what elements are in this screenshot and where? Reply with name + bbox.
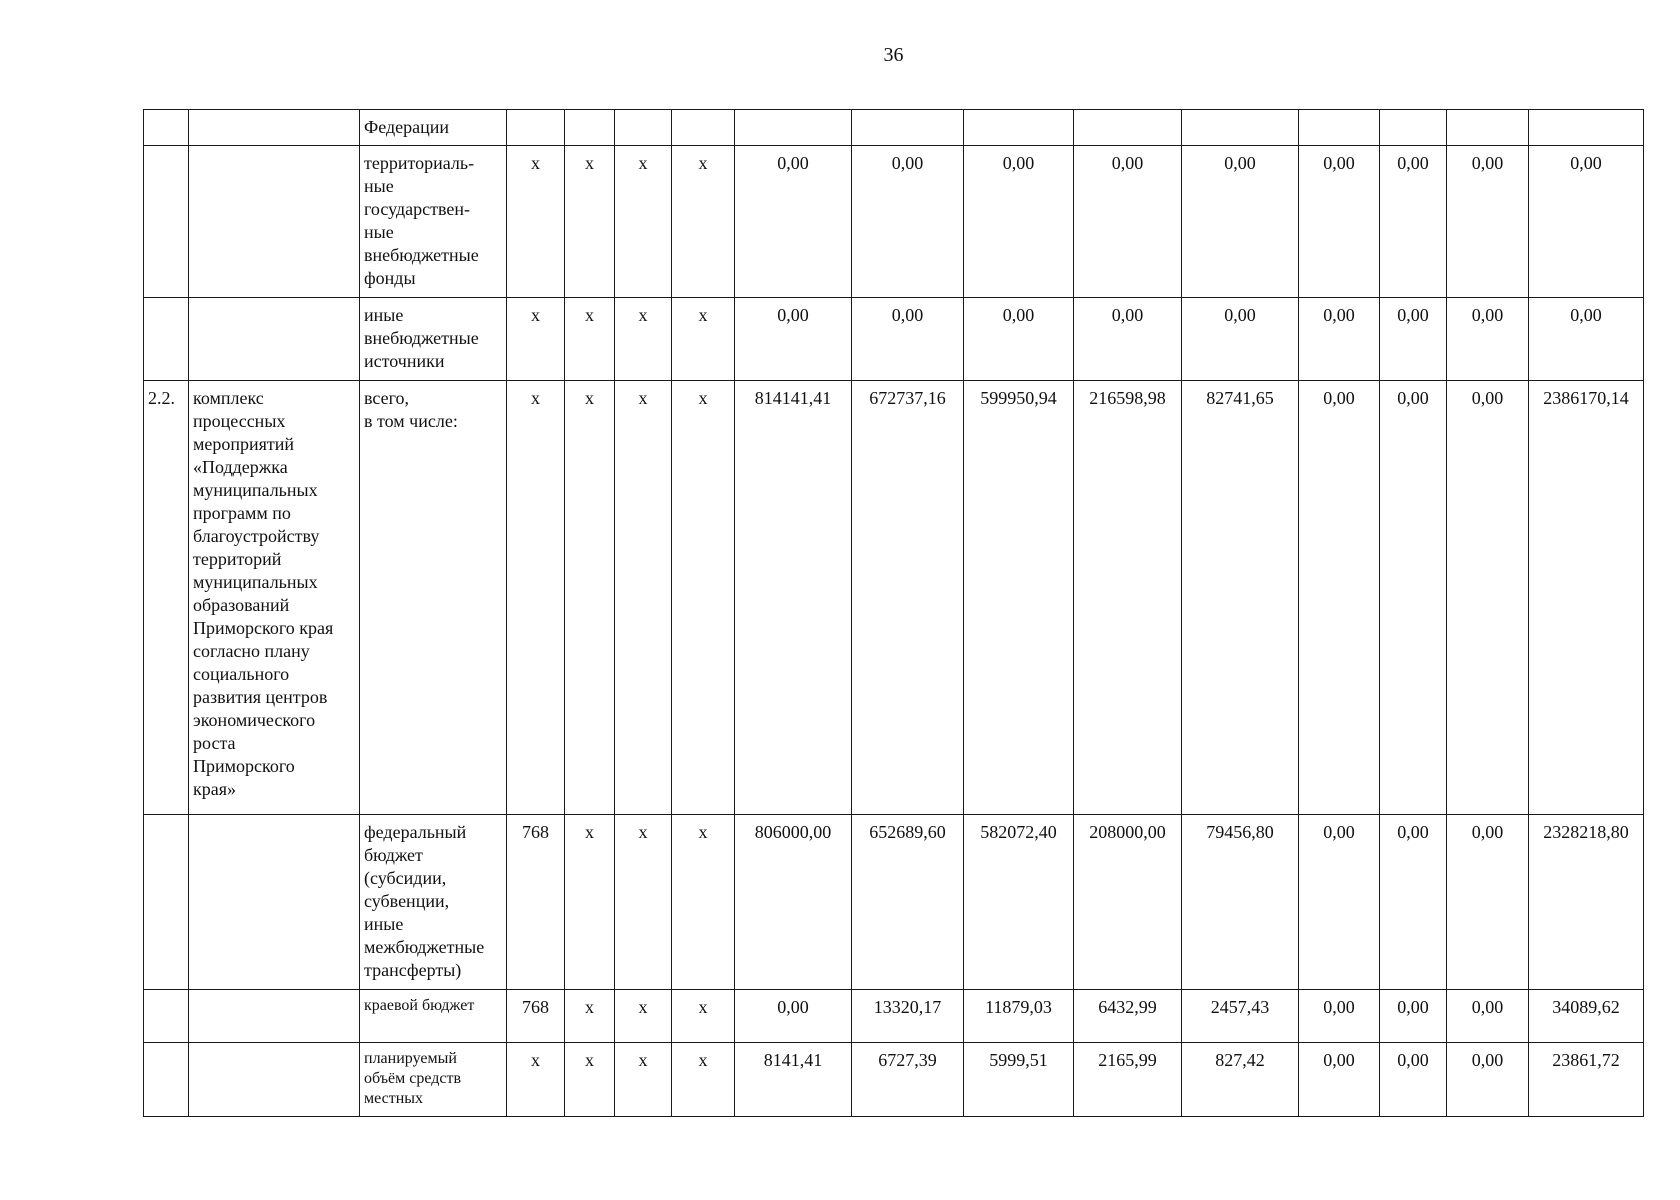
value-cell: 0,00 (1447, 990, 1529, 1043)
row-index (144, 146, 189, 298)
value-cell: 0,00 (1380, 381, 1447, 815)
code-cell: х (615, 990, 672, 1043)
value-cell: 672737,16 (852, 381, 964, 815)
table-row (144, 815, 1644, 990)
activity-name (189, 110, 360, 146)
value-cell: 216598,98 (1074, 381, 1182, 815)
value-cell: 599950,94 (964, 381, 1074, 815)
value-cell: 0,00 (1182, 146, 1299, 298)
code-cell: х (615, 1043, 672, 1117)
table-row (144, 381, 1644, 815)
total-cell: 34089,62 (1529, 990, 1644, 1043)
code-cell: х (507, 146, 565, 298)
value-cell (1299, 110, 1380, 146)
code-cell: 768 (507, 815, 565, 990)
row-index (144, 815, 189, 990)
code-cell: х (615, 146, 672, 298)
value-cell: 0,00 (1447, 1043, 1529, 1117)
value-cell (852, 110, 964, 146)
code-cell (507, 110, 565, 146)
value-cell: 6432,99 (1074, 990, 1182, 1043)
code-cell: х (615, 298, 672, 381)
code-cell: х (615, 815, 672, 990)
value-cell: 5999,51 (964, 1043, 1074, 1117)
value-cell: 0,00 (1299, 990, 1380, 1043)
budget-table (143, 109, 1644, 1117)
total-cell: 0,00 (1529, 298, 1644, 381)
code-cell (672, 110, 735, 146)
value-cell: 13320,17 (852, 990, 964, 1043)
total-cell: 2386170,14 (1529, 381, 1644, 815)
code-cell: х (507, 381, 565, 815)
table-row (144, 110, 1644, 146)
value-cell: 806000,00 (735, 815, 852, 990)
row-index: 2.2. (144, 381, 189, 815)
value-cell: 0,00 (964, 146, 1074, 298)
value-cell: 582072,40 (964, 815, 1074, 990)
value-cell: 0,00 (1380, 990, 1447, 1043)
value-cell: 827,42 (1182, 1043, 1299, 1117)
value-cell: 814141,41 (735, 381, 852, 815)
value-cell: 0,00 (1380, 815, 1447, 990)
total-cell: 23861,72 (1529, 1043, 1644, 1117)
value-cell: 2457,43 (1182, 990, 1299, 1043)
value-cell: 0,00 (964, 298, 1074, 381)
value-cell: 0,00 (1299, 298, 1380, 381)
value-cell: 0,00 (735, 146, 852, 298)
value-cell: 0,00 (1182, 298, 1299, 381)
value-cell: 0,00 (1447, 381, 1529, 815)
activity-name (189, 990, 360, 1043)
total-cell: 2328218,80 (1529, 815, 1644, 990)
activity-name (189, 815, 360, 990)
code-cell: х (507, 1043, 565, 1117)
row-index (144, 990, 189, 1043)
table-row (144, 298, 1644, 381)
value-cell: 11879,03 (964, 990, 1074, 1043)
page-number: 36 (883, 44, 904, 66)
value-cell: 2165,99 (1074, 1043, 1182, 1117)
code-cell: х (565, 381, 615, 815)
value-cell: 0,00 (735, 298, 852, 381)
funding-source: Федерации (360, 110, 507, 146)
code-cell (615, 110, 672, 146)
table-row (144, 146, 1644, 298)
value-cell: 0,00 (1299, 815, 1380, 990)
value-cell: 0,00 (1447, 815, 1529, 990)
row-index (144, 298, 189, 381)
code-cell: х (565, 815, 615, 990)
value-cell: 0,00 (1074, 298, 1182, 381)
code-cell: х (565, 990, 615, 1043)
funding-source: территориаль- ные государствен- ные внебюджетные фонды (360, 146, 507, 298)
table-row (144, 990, 1644, 1043)
value-cell: 0,00 (1299, 381, 1380, 815)
value-cell (1447, 110, 1529, 146)
row-index (144, 110, 189, 146)
value-cell: 8141,41 (735, 1043, 852, 1117)
row-index (144, 1043, 189, 1117)
funding-source: иные внебюджетные источники (360, 298, 507, 381)
code-cell: х (672, 298, 735, 381)
code-cell: х (615, 381, 672, 815)
funding-source: краевой бюджет (360, 990, 507, 1043)
value-cell: 0,00 (1299, 1043, 1380, 1117)
value-cell: 0,00 (1380, 146, 1447, 298)
code-cell: х (672, 815, 735, 990)
code-cell: х (672, 381, 735, 815)
code-cell: х (672, 1043, 735, 1117)
value-cell: 0,00 (852, 298, 964, 381)
code-cell: х (565, 146, 615, 298)
activity-name (189, 298, 360, 381)
value-cell: 0,00 (1447, 298, 1529, 381)
value-cell (1074, 110, 1182, 146)
code-cell: 768 (507, 990, 565, 1043)
value-cell: 208000,00 (1074, 815, 1182, 990)
activity-name (189, 1043, 360, 1117)
total-cell: 0,00 (1529, 146, 1644, 298)
value-cell (735, 110, 852, 146)
value-cell: 0,00 (1380, 1043, 1447, 1117)
value-cell: 652689,60 (852, 815, 964, 990)
code-cell: х (507, 298, 565, 381)
value-cell (1182, 110, 1299, 146)
funding-source: планируемый объём средств местных (360, 1043, 507, 1117)
table-row (144, 1043, 1644, 1117)
value-cell: 0,00 (1074, 146, 1182, 298)
value-cell: 6727,39 (852, 1043, 964, 1117)
activity-name: комплекс процессных мероприятий «Поддержка муниципальных программ по благоустройству территорий муниципальных образований Приморского края согласно плану социального развития центров экономического роста Приморского края» (189, 381, 360, 815)
funding-source: всего, в том числе: (360, 381, 507, 815)
value-cell (1380, 110, 1447, 146)
value-cell: 0,00 (1299, 146, 1380, 298)
value-cell (964, 110, 1074, 146)
total-cell (1529, 110, 1644, 146)
value-cell: 82741,65 (1182, 381, 1299, 815)
code-cell: х (565, 1043, 615, 1117)
value-cell: 0,00 (735, 990, 852, 1043)
code-cell: х (672, 990, 735, 1043)
code-cell (565, 110, 615, 146)
value-cell: 79456,80 (1182, 815, 1299, 990)
funding-source: федеральный бюджет (субсидии, субвенции, иные межбюджетные трансферты) (360, 815, 507, 990)
activity-name (189, 146, 360, 298)
code-cell: х (565, 298, 615, 381)
code-cell: х (672, 146, 735, 298)
value-cell: 0,00 (852, 146, 964, 298)
value-cell: 0,00 (1447, 146, 1529, 298)
value-cell: 0,00 (1380, 298, 1447, 381)
